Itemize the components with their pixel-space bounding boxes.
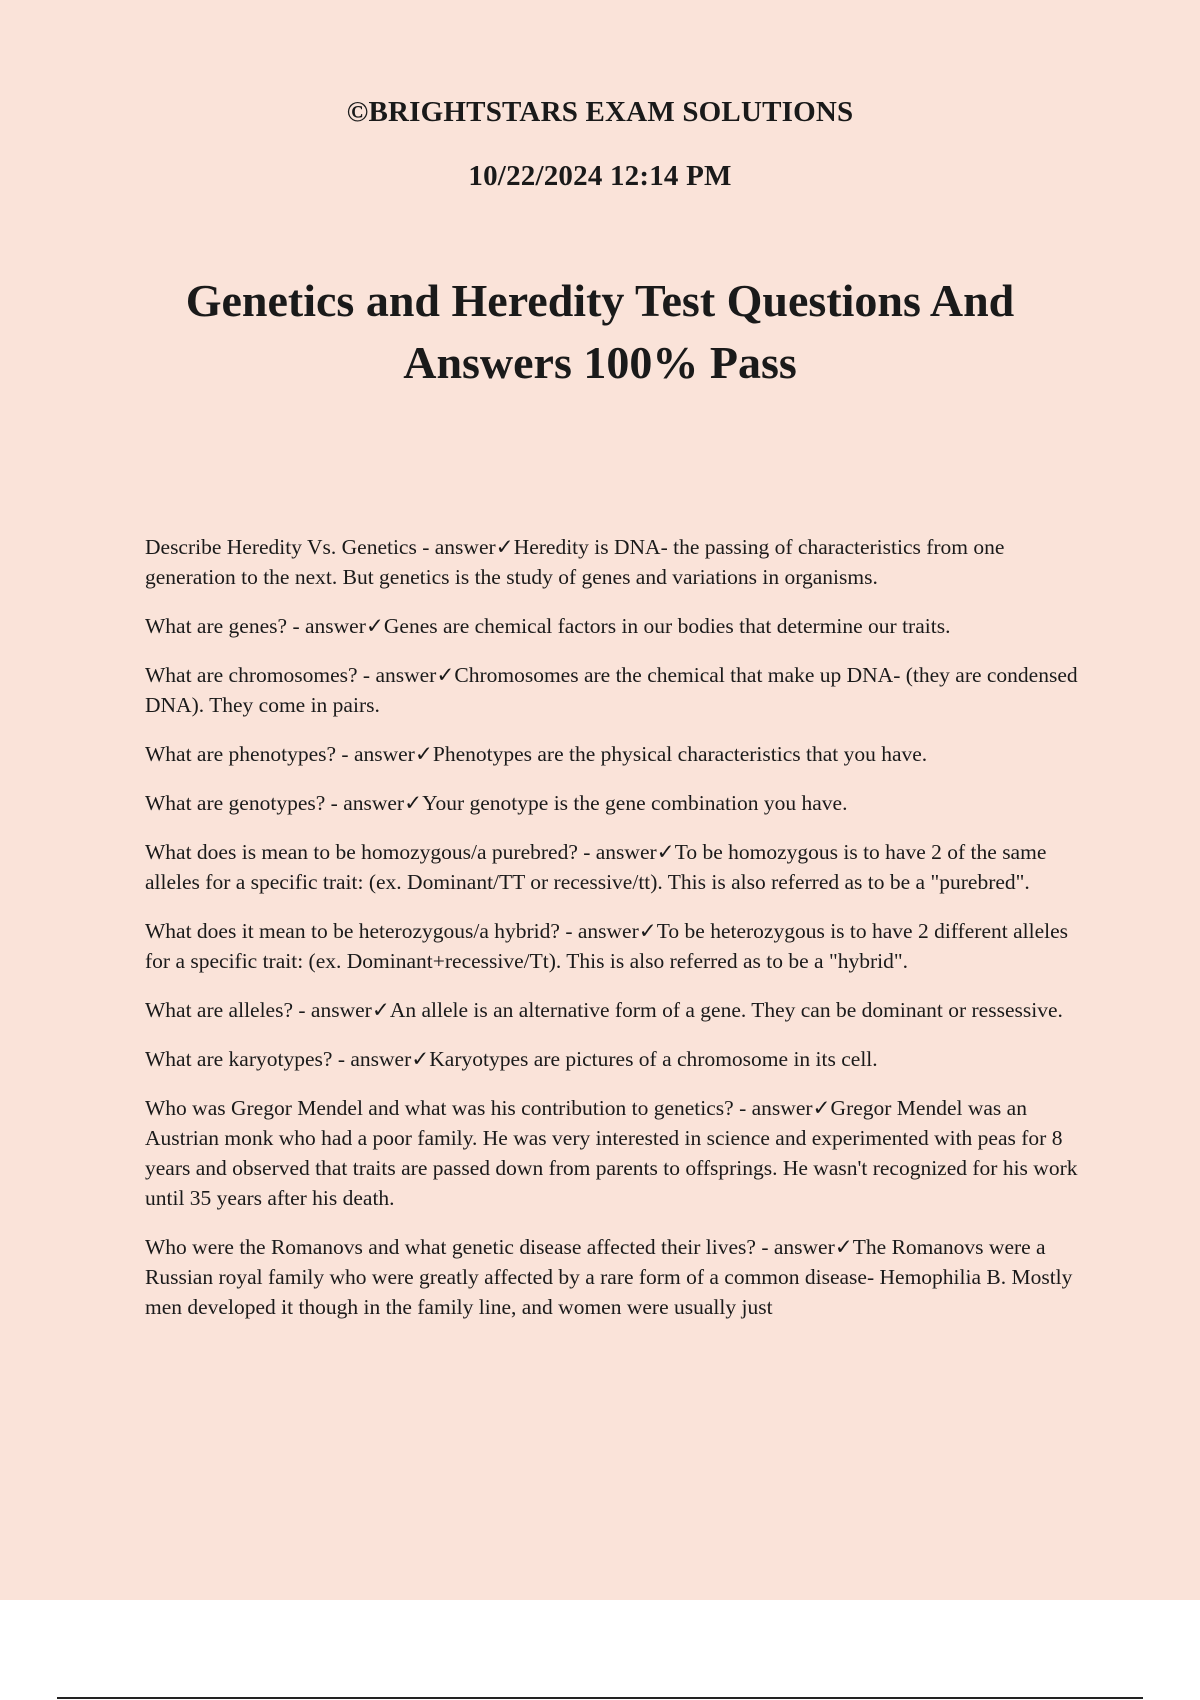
answer-marker: - answer✓	[577, 840, 675, 864]
qa-question: Who was Gregor Mendel and what was his contribution to genetics?	[145, 1096, 734, 1120]
answer-marker: - answer✓	[559, 919, 657, 943]
answer-marker: - answer✓	[325, 791, 423, 815]
qa-answer: To be homozygous is to have 2 of the same alleles for a specific trait: (ex. Dominant/TT or recessive/tt). This is also referred as to be a "purebred".	[145, 840, 1047, 894]
qa-question: What does it mean to be heterozygous/a hybrid?	[145, 919, 560, 943]
qa-answer: The Romanovs were a Russian royal family who were greatly affected by a rare form of a common disease- Hemophilia B. Mostly men developed it though in the family line, and women were usually just	[145, 1235, 1073, 1319]
timestamp-header: 10/22/2024 12:14 PM	[468, 160, 732, 192]
qa-question: What are karyotypes?	[145, 1047, 333, 1071]
qa-list	[145, 532, 1090, 1341]
qa-answer: Chromosomes are the chemical that make up DNA- (they are condensed DNA). They come in pairs.	[145, 663, 1078, 717]
qa-item	[145, 995, 1090, 1025]
qa-item	[145, 1093, 1090, 1213]
qa-answer: Phenotypes are the physical characteristics that you have.	[432, 742, 928, 766]
qa-answer: Heredity is DNA- the passing of characteristics from one generation to the next. But genetics is the study of genes and variations in organisms.	[145, 535, 1005, 589]
qa-question: What are genotypes?	[145, 791, 326, 815]
qa-answer: Genes are chemical factors in our bodies that determine our traits.	[383, 614, 951, 638]
brand-header: ©BRIGHTSTARS EXAM SOLUTIONS	[346, 96, 854, 128]
qa-question: What are alleles?	[145, 998, 294, 1022]
qa-question: What does is mean to be homozygous/a purebred?	[145, 840, 578, 864]
answer-marker: - answer✓	[416, 535, 514, 559]
qa-item	[145, 660, 1090, 720]
qa-item	[145, 739, 1090, 769]
qa-answer: To be heterozygous is to have 2 different alleles for a specific trait: (ex. Dominant+recessive/Tt). This is also referred as to be a "hybrid".	[145, 919, 1069, 973]
qa-question: What are genes?	[145, 614, 288, 638]
document-title: Genetics and Heredity Test Questions And Answers 100% Pass	[185, 275, 1015, 388]
answer-marker: - answer✓	[287, 614, 384, 638]
answer-marker: - answer✓	[336, 742, 433, 766]
qa-answer: Karyotypes are pictures of a chromosome in its cell.	[429, 1047, 878, 1071]
qa-answer: Your genotype is the gene combination you have.	[422, 791, 848, 815]
qa-question: Who were the Romanovs and what genetic disease affected their lives?	[145, 1235, 756, 1259]
qa-item	[145, 611, 1090, 641]
qa-item	[145, 837, 1090, 897]
qa-question: What are phenotypes?	[145, 742, 337, 766]
answer-marker: - answer✓	[332, 1047, 430, 1071]
qa-item	[145, 1044, 1090, 1074]
answer-marker: - answer✓	[755, 1235, 853, 1259]
qa-item	[145, 1232, 1090, 1322]
qa-answer: An allele is an alternative form of a gene. They can be dominant or ressessive.	[389, 998, 1063, 1022]
qa-item	[145, 532, 1090, 592]
qa-item	[145, 916, 1090, 976]
answer-marker: - answer✓	[293, 998, 390, 1022]
qa-answer: Gregor Mendel was an Austrian monk who had a poor family. He was very interested in science and experimented with peas for 8 years and observed that traits are passed down from parents to offsprings. He wasn't recognized for his work until 35 years after his death.	[145, 1096, 1078, 1210]
qa-question: What are chromosomes?	[145, 663, 358, 687]
qa-question: Describe Heredity Vs. Genetics	[145, 535, 417, 559]
answer-marker: - answer✓	[357, 663, 455, 687]
footer-divider	[57, 1697, 1143, 1699]
qa-item	[145, 788, 1090, 818]
answer-marker: - answer✓	[733, 1096, 831, 1120]
